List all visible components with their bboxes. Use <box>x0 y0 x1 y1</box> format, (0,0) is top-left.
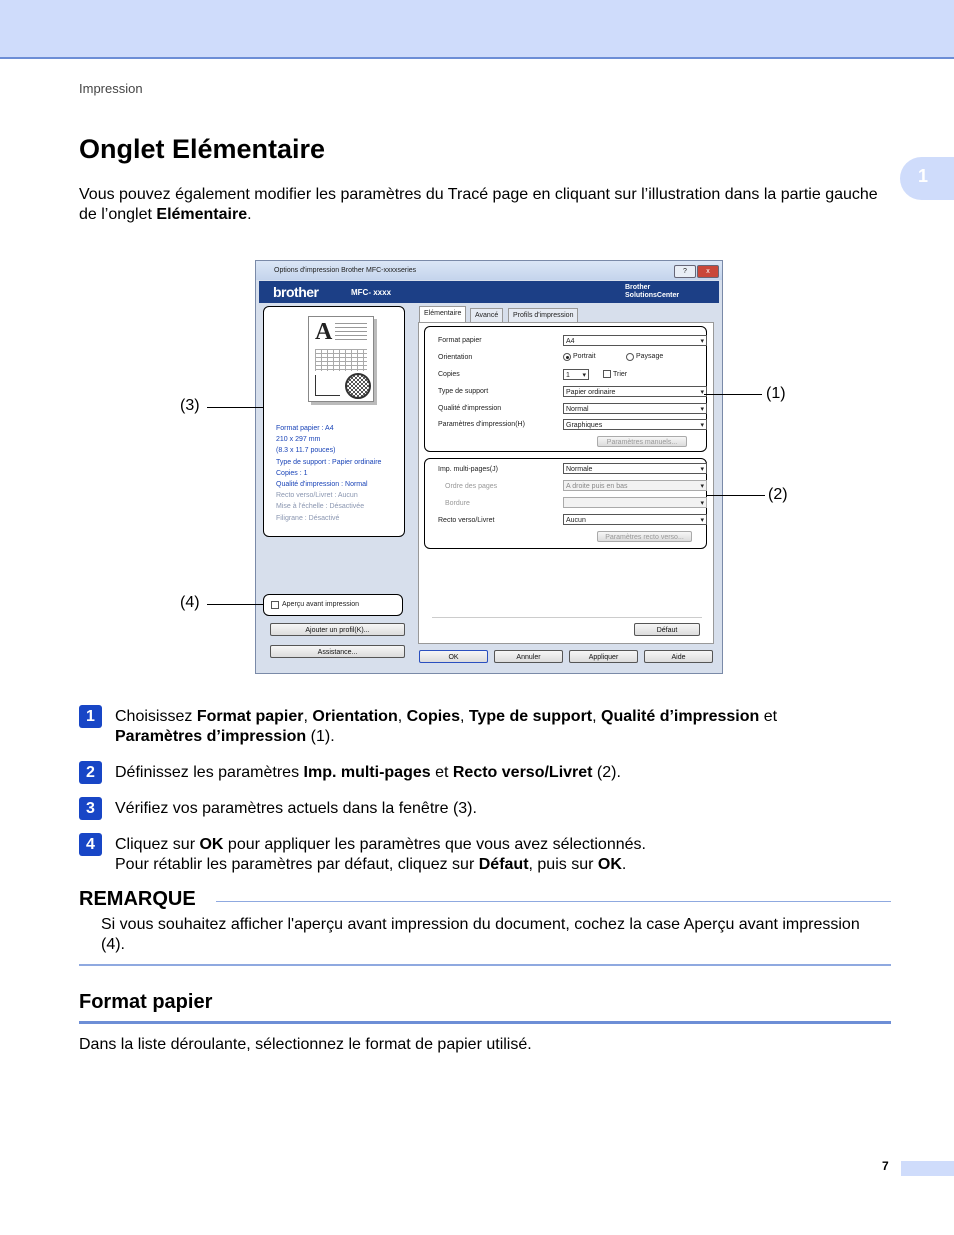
type-select[interactable]: Papier ordinaire ▾ <box>563 386 707 397</box>
add-profile-button[interactable]: Ajouter un profil(K)... <box>270 623 405 636</box>
callout-3-line <box>207 407 263 408</box>
step-text: Choisissez Format papier, Orientation, Copies, Type de support, Qualité d’impression et Paramètres d’impression (1). <box>115 708 778 745</box>
note-title: REMARQUE <box>79 888 196 910</box>
step-number: 3 <box>79 797 102 820</box>
note-bottom-rule <box>79 964 891 966</box>
tab-avance[interactable]: Avancé <box>470 308 503 322</box>
quality-label: Qualité d'impression <box>438 405 502 412</box>
print-preview-label: Aperçu avant impression <box>282 601 360 608</box>
callout-3: (3) <box>180 397 200 414</box>
info-line: Copies : 1 <box>276 469 308 477</box>
footer-bar <box>901 1161 954 1176</box>
close-title-button[interactable]: x <box>697 265 719 278</box>
settings-preview-pane <box>263 306 405 537</box>
multi-page-select[interactable]: Normale ▾ <box>563 463 707 474</box>
chapter-number: 1 <box>918 166 929 186</box>
portrait-radio[interactable] <box>563 353 571 361</box>
section-rule <box>79 1021 891 1024</box>
brother-logo: brother <box>273 284 319 300</box>
format-label: Format papier <box>438 337 482 344</box>
params-select[interactable]: Graphiques ▾ <box>563 419 707 430</box>
border-label: Bordure <box>445 500 470 507</box>
info-line: Recto verso/Livret : Aucun <box>276 492 358 500</box>
solutions-center-link[interactable]: Brother SolutionsCenter <box>625 284 680 299</box>
text-lines-icon <box>335 323 367 341</box>
info-line: Qualité d'impression : Normal <box>276 481 368 489</box>
model-name: MFC- xxxx <box>351 288 392 297</box>
info-line: Type de support : Papier ordinaire <box>276 458 382 466</box>
step-text: Vérifiez vos paramètres actuels dans la fenêtre (3). <box>115 800 477 817</box>
ok-button[interactable]: OK <box>419 650 488 663</box>
step-number: 2 <box>79 761 102 784</box>
step-number: 1 <box>79 705 102 728</box>
print-preview-checkbox[interactable] <box>271 601 279 609</box>
help-button[interactable]: Aide <box>644 650 713 663</box>
letter-a-icon: A <box>315 319 333 345</box>
page-number: 7 <box>882 1159 889 1173</box>
default-button[interactable]: Défaut <box>634 623 700 636</box>
layout-settings-group <box>424 458 707 549</box>
duplex-settings-button[interactable]: Paramètres recto verso... <box>597 531 692 542</box>
panel-divider <box>432 617 702 618</box>
callout-4-line <box>207 604 263 605</box>
callout-1-line <box>704 394 762 395</box>
basic-settings-group <box>424 326 707 452</box>
brand-bar <box>259 281 719 303</box>
intro-paragraph: Vous pouvez également modifier les paramètres du Tracé page en cliquant sur l’illustration dans la partie gauche de l’onglet Elémentaire. <box>79 186 878 223</box>
callout-4: (4) <box>180 594 200 611</box>
chapter-tab <box>900 157 954 200</box>
cancel-button[interactable]: Annuler <box>494 650 563 663</box>
current-settings-list <box>276 423 381 524</box>
page-order-select[interactable]: A droite puis en bas ▾ <box>563 480 707 491</box>
top-header-band <box>0 0 954 59</box>
format-select[interactable]: A4 ▾ <box>563 335 707 346</box>
paysage-radio[interactable] <box>626 353 634 361</box>
params-label: Paramètres d'impression(H) <box>438 421 525 428</box>
border-select[interactable] <box>563 497 707 508</box>
bar-chart-icon <box>315 375 340 396</box>
trier-label: Trier <box>613 371 628 378</box>
manual-settings-button[interactable]: Paramètres manuels... <box>597 436 687 447</box>
note-text: Si vous souhaitez afficher l'aperçu avant impression du document, cochez la case Aperçu avant impression (4). <box>101 916 860 953</box>
note-rule <box>216 901 891 902</box>
page-title: Onglet Elémentaire <box>79 134 326 164</box>
section-title: Format papier <box>79 991 213 1013</box>
running-header: Impression <box>79 81 143 96</box>
info-line: Mise à l'échelle : Désactivée <box>276 503 365 511</box>
info-line: (8.3 x 11.7 pouces) <box>276 447 336 455</box>
dialog-titlebar <box>256 261 722 280</box>
step-number: 4 <box>79 833 102 856</box>
table-grid-icon <box>315 349 367 371</box>
callout-2: (2) <box>768 486 788 503</box>
tab-elementaire[interactable]: Elémentaire <box>419 306 466 322</box>
print-options-dialog <box>255 260 723 674</box>
portrait-label: Portrait <box>573 353 596 360</box>
assistance-button[interactable]: Assistance... <box>270 645 405 658</box>
elementaire-panel <box>418 322 714 644</box>
multi-page-label: Imp. multi-pages(J) <box>438 466 498 473</box>
callout-1: (1) <box>766 385 786 402</box>
info-line: Filigrane : Désactivé <box>276 514 340 522</box>
orientation-label: Orientation <box>438 354 473 361</box>
page-order-label: Ordre des pages <box>445 483 498 490</box>
duplex-select[interactable]: Aucun ▾ <box>563 514 707 525</box>
print-preview-option <box>263 594 403 616</box>
apply-button[interactable]: Appliquer <box>569 650 638 663</box>
help-title-button[interactable]: ? <box>674 265 696 278</box>
step-text: Définissez les paramètres Imp. multi-pages et Recto verso/Livret (2). <box>115 764 621 781</box>
copies-input[interactable]: 1 ▾ <box>563 369 589 380</box>
section-text: Dans la liste déroulante, sélectionnez le format de papier utilisé. <box>79 1036 532 1053</box>
copies-label: Copies <box>438 371 460 378</box>
dialog-title: Options d'impression Brother MFC-xxxxseries <box>274 267 417 274</box>
tab-profils[interactable]: Profils d'impression <box>508 308 578 322</box>
info-line: Format papier : A4 <box>276 425 334 432</box>
info-line: 210 x 297 mm <box>276 436 321 444</box>
type-label: Type de support <box>438 388 489 395</box>
quality-select[interactable]: Normal ▾ <box>563 403 707 414</box>
paysage-label: Paysage <box>636 353 664 360</box>
trier-checkbox[interactable] <box>603 370 611 378</box>
duplex-label: Recto verso/Livret <box>438 517 495 524</box>
magnifier-icon <box>345 373 371 399</box>
step-text: Cliquez sur OK pour appliquer les paramètres que vous avez sélectionnés. Pour rétablir les paramètres par défaut, cliquez sur Défaut, puis sur OK. <box>115 836 646 873</box>
callout-2-line <box>706 495 765 496</box>
page-layout-illustration[interactable] <box>308 316 374 402</box>
